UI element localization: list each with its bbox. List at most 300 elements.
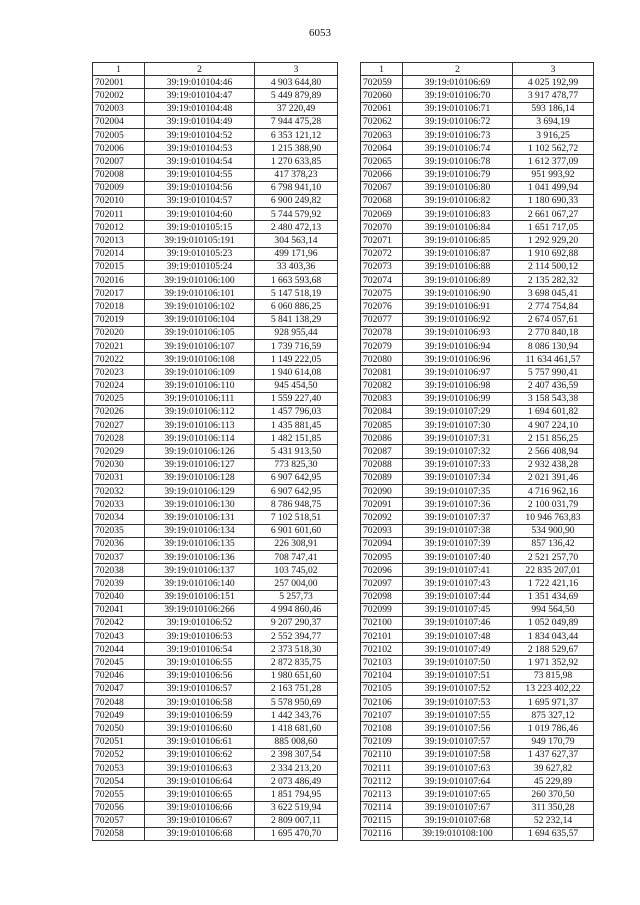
cadastral-number-cell: 39:19:010107:31: [403, 432, 513, 445]
amount-cell: 2 398 307,54: [255, 748, 338, 761]
table-row: [361, 208, 594, 221]
amount-cell: 22 835 207,01: [513, 564, 594, 577]
row-number-cell: 702033: [93, 498, 145, 511]
amount-cell: 4 994 860,46: [255, 603, 338, 616]
amount-cell: 6 900 249,82: [255, 194, 338, 207]
cadastral-number-cell: 39:19:010104:46: [145, 76, 255, 89]
cadastral-number-cell: 39:19:010107:39: [403, 537, 513, 550]
cadastral-number-cell: 39:19:010107:43: [403, 577, 513, 590]
amount-cell: 1 694 601,82: [513, 405, 594, 418]
amount-cell: 4 903 644,80: [255, 76, 338, 89]
cadastral-number-cell: 39:19:010106:102: [145, 300, 255, 313]
row-number-cell: 702070: [361, 221, 403, 234]
table-row: [93, 814, 338, 827]
page-number: 6053: [309, 27, 331, 39]
amount-cell: 2 770 840,18: [513, 326, 594, 339]
amount-cell: 39 627,82: [513, 761, 594, 774]
cadastral-number-cell: 39:19:010107:64: [403, 775, 513, 788]
cadastral-number-cell: 39:19:010106:73: [403, 128, 513, 141]
table-row: [361, 814, 594, 827]
amount-cell: 2 872 835,75: [255, 656, 338, 669]
row-number-cell: 702089: [361, 471, 403, 484]
amount-cell: 304 563,14: [255, 234, 338, 247]
row-number-cell: 702001: [93, 76, 145, 89]
amount-cell: 2 114 500,12: [513, 260, 594, 273]
table-row: [361, 405, 594, 418]
cadastral-number-cell: 39:19:010107:63: [403, 761, 513, 774]
row-number-cell: 702068: [361, 194, 403, 207]
row-number-cell: 702067: [361, 181, 403, 194]
column-header-3: 3: [513, 63, 594, 76]
amount-cell: 857 136,42: [513, 537, 594, 550]
amount-cell: 2 373 518,30: [255, 643, 338, 656]
table-row: [93, 260, 338, 273]
row-number-cell: 702098: [361, 590, 403, 603]
row-number-cell: 702057: [93, 814, 145, 827]
cadastral-number-cell: 39:19:010107:44: [403, 590, 513, 603]
table-row: [93, 128, 338, 141]
table-row: [93, 115, 338, 128]
amount-cell: 73 815,98: [513, 669, 594, 682]
amount-cell: 4 907 224,10: [513, 419, 594, 432]
amount-cell: 1 052 049,89: [513, 616, 594, 629]
table-row: [361, 432, 594, 445]
cadastral-number-cell: 39:19:010106:110: [145, 379, 255, 392]
cadastral-number-cell: 39:19:010106:80: [403, 181, 513, 194]
table-row: [93, 603, 338, 616]
cadastral-number-cell: 39:19:010107:56: [403, 722, 513, 735]
table-row: [93, 577, 338, 590]
amount-cell: 1 739 716,59: [255, 339, 338, 352]
amount-cell: 8 786 948,75: [255, 498, 338, 511]
cadastral-number-cell: 39:19:010106:71: [403, 102, 513, 115]
table-row: [93, 419, 338, 432]
table-row: [361, 300, 594, 313]
cadastral-number-cell: 39:19:010106:63: [145, 761, 255, 774]
row-number-cell: 702049: [93, 709, 145, 722]
row-number-cell: 702110: [361, 748, 403, 761]
amount-cell: 1 663 593,68: [255, 274, 338, 287]
cadastral-number-cell: 39:19:010106:89: [403, 274, 513, 287]
table-row: [93, 564, 338, 577]
table-row: [93, 181, 338, 194]
table-row: [93, 287, 338, 300]
amount-cell: 1 851 794,95: [255, 788, 338, 801]
cadastral-number-cell: 39:19:010107:41: [403, 564, 513, 577]
amount-cell: 417 378,23: [255, 168, 338, 181]
table-row: [93, 709, 338, 722]
table-row: [361, 471, 594, 484]
row-number-cell: 702025: [93, 392, 145, 405]
cadastral-number-cell: 39:19:010106:137: [145, 564, 255, 577]
amount-cell: 2 566 408,94: [513, 445, 594, 458]
row-number-cell: 702023: [93, 366, 145, 379]
amount-cell: 773 825,30: [255, 458, 338, 471]
cadastral-number-cell: 39:19:010106:109: [145, 366, 255, 379]
cadastral-number-cell: 39:19:010106:65: [145, 788, 255, 801]
row-number-cell: 702030: [93, 458, 145, 471]
table-header-row: [93, 63, 338, 76]
row-number-cell: 702061: [361, 102, 403, 115]
amount-cell: 1 215 388,90: [255, 142, 338, 155]
table-row: [93, 801, 338, 814]
amount-cell: 1 971 352,92: [513, 656, 594, 669]
row-number-cell: 702082: [361, 379, 403, 392]
row-number-cell: 702027: [93, 419, 145, 432]
row-number-cell: 702096: [361, 564, 403, 577]
table-row: [93, 326, 338, 339]
amount-cell: 2 021 391,46: [513, 471, 594, 484]
row-number-cell: 702060: [361, 89, 403, 102]
amount-cell: 2 932 438,28: [513, 458, 594, 471]
amount-cell: 3 917 478,77: [513, 89, 594, 102]
cadastral-number-cell: 39:19:010106:126: [145, 445, 255, 458]
cadastral-number-cell: 39:19:010106:59: [145, 709, 255, 722]
cadastral-number-cell: 39:19:010107:48: [403, 630, 513, 643]
cadastral-number-cell: 39:19:010106:60: [145, 722, 255, 735]
cadastral-number-cell: 39:19:010106:266: [145, 603, 255, 616]
cadastral-number-cell: 39:19:010106:72: [403, 115, 513, 128]
cadastral-number-cell: 39:19:010106:104: [145, 313, 255, 326]
row-number-cell: 702104: [361, 669, 403, 682]
row-number-cell: 702090: [361, 485, 403, 498]
row-number-cell: 702040: [93, 590, 145, 603]
cadastral-number-cell: 39:19:010107:38: [403, 524, 513, 537]
amount-cell: 10 946 763,83: [513, 511, 594, 524]
cadastral-number-cell: 39:19:010106:134: [145, 524, 255, 537]
table-row: [93, 748, 338, 761]
row-number-cell: 702086: [361, 432, 403, 445]
row-number-cell: 702077: [361, 313, 403, 326]
amount-cell: 6 353 121,12: [255, 128, 338, 141]
row-number-cell: 702059: [361, 76, 403, 89]
table-row: [361, 234, 594, 247]
amount-cell: 1 149 222,05: [255, 353, 338, 366]
table-row: [361, 564, 594, 577]
amount-cell: 1 435 881,45: [255, 419, 338, 432]
cadastral-number-cell: 39:19:010106:88: [403, 260, 513, 273]
amount-cell: 33 403,36: [255, 260, 338, 273]
amount-cell: 2 809 007,11: [255, 814, 338, 827]
table-row: [361, 775, 594, 788]
table-row: [93, 735, 338, 748]
row-number-cell: 702054: [93, 775, 145, 788]
table-row: [93, 405, 338, 418]
table-row: [361, 221, 594, 234]
row-number-cell: 702011: [93, 208, 145, 221]
amount-cell: 5 431 913,50: [255, 445, 338, 458]
cadastral-number-cell: 39:19:010106:69: [403, 76, 513, 89]
row-number-cell: 702063: [361, 128, 403, 141]
cadastral-number-cell: 39:19:010107:29: [403, 405, 513, 418]
row-number-cell: 702091: [361, 498, 403, 511]
table-row: [361, 669, 594, 682]
row-number-cell: 702088: [361, 458, 403, 471]
table-row: [361, 643, 594, 656]
cadastral-number-cell: 39:19:010108:100: [403, 827, 513, 840]
row-number-cell: 702035: [93, 524, 145, 537]
cadastral-number-cell: 39:19:010106:68: [145, 827, 255, 840]
cadastral-number-cell: 39:19:010106:112: [145, 405, 255, 418]
cadastral-number-cell: 39:19:010104:56: [145, 181, 255, 194]
cadastral-number-cell: 39:19:010105:23: [145, 247, 255, 260]
amount-cell: 2 135 282,32: [513, 274, 594, 287]
row-number-cell: 702079: [361, 339, 403, 352]
row-number-cell: 702032: [93, 485, 145, 498]
cadastral-number-cell: 39:19:010106:52: [145, 616, 255, 629]
table-row: [361, 788, 594, 801]
amount-cell: 1 722 421,16: [513, 577, 594, 590]
cadastral-number-cell: 39:19:010106:55: [145, 656, 255, 669]
amount-cell: 1 292 929,20: [513, 234, 594, 247]
table-row: [93, 168, 338, 181]
amount-cell: 6 907 642,95: [255, 471, 338, 484]
cadastral-number-cell: 39:19:010106:136: [145, 550, 255, 563]
table-row: [93, 761, 338, 774]
amount-cell: 994 564,50: [513, 603, 594, 616]
row-number-cell: 702084: [361, 405, 403, 418]
table-row: [93, 537, 338, 550]
table-row: [361, 366, 594, 379]
table-row: [361, 102, 594, 115]
row-number-cell: 702003: [93, 102, 145, 115]
cadastral-number-cell: 39:19:010106:93: [403, 326, 513, 339]
amount-cell: 6 060 886,25: [255, 300, 338, 313]
amount-cell: 37 220,49: [255, 102, 338, 115]
amount-cell: 8 086 130,94: [513, 339, 594, 352]
table-row: [93, 353, 338, 366]
register-table-right: [360, 62, 594, 841]
amount-cell: 1 019 786,46: [513, 722, 594, 735]
table-row: [93, 445, 338, 458]
table-row: [93, 208, 338, 221]
row-number-cell: 702010: [93, 194, 145, 207]
table-row: [93, 630, 338, 643]
cadastral-number-cell: 39:19:010105:24: [145, 260, 255, 273]
row-number-cell: 702100: [361, 616, 403, 629]
table-row: [361, 537, 594, 550]
table-row: [361, 115, 594, 128]
table-row: [361, 128, 594, 141]
row-number-cell: 702046: [93, 669, 145, 682]
row-number-cell: 702103: [361, 656, 403, 669]
cadastral-number-cell: 39:19:010106:67: [145, 814, 255, 827]
row-number-cell: 702095: [361, 550, 403, 563]
table-row: [361, 313, 594, 326]
amount-cell: 5 147 518,19: [255, 287, 338, 300]
table-row: [361, 392, 594, 405]
amount-cell: 2 407 436,59: [513, 379, 594, 392]
row-number-cell: 702066: [361, 168, 403, 181]
row-number-cell: 702052: [93, 748, 145, 761]
cadastral-number-cell: 39:19:010107:57: [403, 735, 513, 748]
cadastral-number-cell: 39:19:010106:54: [145, 643, 255, 656]
cadastral-number-cell: 39:19:010106:83: [403, 208, 513, 221]
table-row: [361, 247, 594, 260]
cadastral-number-cell: 39:19:010106:113: [145, 419, 255, 432]
cadastral-number-cell: 39:19:010106:56: [145, 669, 255, 682]
cadastral-number-cell: 39:19:010107:58: [403, 748, 513, 761]
amount-cell: 2 521 257,70: [513, 550, 594, 563]
cadastral-number-cell: 39:19:010106:131: [145, 511, 255, 524]
amount-cell: 1 695 470,70: [255, 827, 338, 840]
table-header-row: [361, 63, 594, 76]
row-number-cell: 702114: [361, 801, 403, 814]
column-header-2: 2: [145, 63, 255, 76]
table-row: [93, 550, 338, 563]
row-number-cell: 702106: [361, 696, 403, 709]
table-row: [361, 155, 594, 168]
row-number-cell: 702097: [361, 577, 403, 590]
cadastral-number-cell: 39:19:010107:49: [403, 643, 513, 656]
table-row: [93, 221, 338, 234]
amount-cell: 593 186,14: [513, 102, 594, 115]
cadastral-number-cell: 39:19:010106:97: [403, 366, 513, 379]
cadastral-number-cell: 39:19:010106:107: [145, 339, 255, 352]
row-number-cell: 702080: [361, 353, 403, 366]
row-number-cell: 702029: [93, 445, 145, 458]
cadastral-number-cell: 39:19:010106:101: [145, 287, 255, 300]
table-row: [361, 827, 594, 840]
amount-cell: 1 418 681,60: [255, 722, 338, 735]
row-number-cell: 702056: [93, 801, 145, 814]
amount-cell: 1 270 633,85: [255, 155, 338, 168]
amount-cell: 1 351 434,69: [513, 590, 594, 603]
table-row: [93, 379, 338, 392]
cadastral-number-cell: 39:19:010104:60: [145, 208, 255, 221]
amount-cell: 7 102 518,51: [255, 511, 338, 524]
table-row: [93, 432, 338, 445]
table-row: [361, 142, 594, 155]
table-row: [93, 234, 338, 247]
cadastral-number-cell: 39:19:010106:64: [145, 775, 255, 788]
amount-cell: 1 180 690,33: [513, 194, 594, 207]
row-number-cell: 702081: [361, 366, 403, 379]
row-number-cell: 702018: [93, 300, 145, 313]
row-number-cell: 702042: [93, 616, 145, 629]
cadastral-number-cell: 39:19:010107:53: [403, 696, 513, 709]
table-row: [361, 577, 594, 590]
cadastral-number-cell: 39:19:010107:40: [403, 550, 513, 563]
table-row: [93, 339, 338, 352]
amount-cell: 6 798 941,10: [255, 181, 338, 194]
cadastral-number-cell: 39:19:010105:191: [145, 234, 255, 247]
cadastral-number-cell: 39:19:010106:96: [403, 353, 513, 366]
cadastral-number-cell: 39:19:010106:82: [403, 194, 513, 207]
amount-cell: 1 940 614,08: [255, 366, 338, 379]
cadastral-number-cell: 39:19:010107:34: [403, 471, 513, 484]
row-number-cell: 702101: [361, 630, 403, 643]
cadastral-number-cell: 39:19:010107:65: [403, 788, 513, 801]
amount-cell: 257 004,00: [255, 577, 338, 590]
cadastral-number-cell: 39:19:010107:33: [403, 458, 513, 471]
row-number-cell: 702005: [93, 128, 145, 141]
cadastral-number-cell: 39:19:010104:53: [145, 142, 255, 155]
row-number-cell: 702093: [361, 524, 403, 537]
row-number-cell: 702111: [361, 761, 403, 774]
column-header-2: 2: [403, 63, 513, 76]
cadastral-number-cell: 39:19:010107:67: [403, 801, 513, 814]
cadastral-number-cell: 39:19:010106:127: [145, 458, 255, 471]
row-number-cell: 702008: [93, 168, 145, 181]
cadastral-number-cell: 39:19:010104:52: [145, 128, 255, 141]
cadastral-number-cell: 39:19:010107:32: [403, 445, 513, 458]
table-row: [361, 590, 594, 603]
table-row: [93, 485, 338, 498]
amount-cell: 949 170,79: [513, 735, 594, 748]
row-number-cell: 702041: [93, 603, 145, 616]
cadastral-number-cell: 39:19:010107:52: [403, 682, 513, 695]
row-number-cell: 702045: [93, 656, 145, 669]
amount-cell: 2 480 472,13: [255, 221, 338, 234]
amount-cell: 928 955,44: [255, 326, 338, 339]
row-number-cell: 702112: [361, 775, 403, 788]
amount-cell: 260 370,50: [513, 788, 594, 801]
column-header-3: 3: [255, 63, 338, 76]
amount-cell: 945 454,50: [255, 379, 338, 392]
amount-cell: 5 578 950,69: [255, 696, 338, 709]
row-number-cell: 702006: [93, 142, 145, 155]
amount-cell: 499 171,96: [255, 247, 338, 260]
row-number-cell: 702113: [361, 788, 403, 801]
cadastral-number-cell: 39:19:010105:15: [145, 221, 255, 234]
amount-cell: 1 695 971,37: [513, 696, 594, 709]
amount-cell: 875 327,12: [513, 709, 594, 722]
table-row: [93, 775, 338, 788]
row-number-cell: 702044: [93, 643, 145, 656]
row-number-cell: 702069: [361, 208, 403, 221]
row-number-cell: 702105: [361, 682, 403, 695]
amount-cell: 5 449 879,89: [255, 89, 338, 102]
table-row: [93, 643, 338, 656]
cadastral-number-cell: 39:19:010104:54: [145, 155, 255, 168]
cadastral-number-cell: 39:19:010106:70: [403, 89, 513, 102]
row-number-cell: 702076: [361, 300, 403, 313]
table-row: [93, 76, 338, 89]
table-row: [93, 524, 338, 537]
row-number-cell: 702021: [93, 339, 145, 352]
cadastral-number-cell: 39:19:010106:111: [145, 392, 255, 405]
row-number-cell: 702048: [93, 696, 145, 709]
amount-cell: 1 694 635,57: [513, 827, 594, 840]
table-row: [93, 89, 338, 102]
amount-cell: 1 834 043,44: [513, 630, 594, 643]
row-number-cell: 702085: [361, 419, 403, 432]
table-row: [361, 801, 594, 814]
table-row: [361, 485, 594, 498]
cadastral-number-cell: 39:19:010107:46: [403, 616, 513, 629]
row-number-cell: 702083: [361, 392, 403, 405]
row-number-cell: 702116: [361, 827, 403, 840]
row-number-cell: 702028: [93, 432, 145, 445]
amount-cell: 2 334 213,20: [255, 761, 338, 774]
amount-cell: 2 774 754,84: [513, 300, 594, 313]
amount-cell: 13 223 402,22: [513, 682, 594, 695]
column-header-1: 1: [93, 63, 145, 76]
table-row: [361, 274, 594, 287]
row-number-cell: 702038: [93, 564, 145, 577]
amount-cell: 4 716 962,16: [513, 485, 594, 498]
amount-cell: 2 073 486,49: [255, 775, 338, 788]
table-row: [361, 445, 594, 458]
row-number-cell: 702043: [93, 630, 145, 643]
cadastral-number-cell: 39:19:010106:114: [145, 432, 255, 445]
amount-cell: 3 158 543,38: [513, 392, 594, 405]
amount-cell: 1 910 692,88: [513, 247, 594, 260]
table-row: [361, 748, 594, 761]
table-row: [361, 339, 594, 352]
row-number-cell: 702014: [93, 247, 145, 260]
